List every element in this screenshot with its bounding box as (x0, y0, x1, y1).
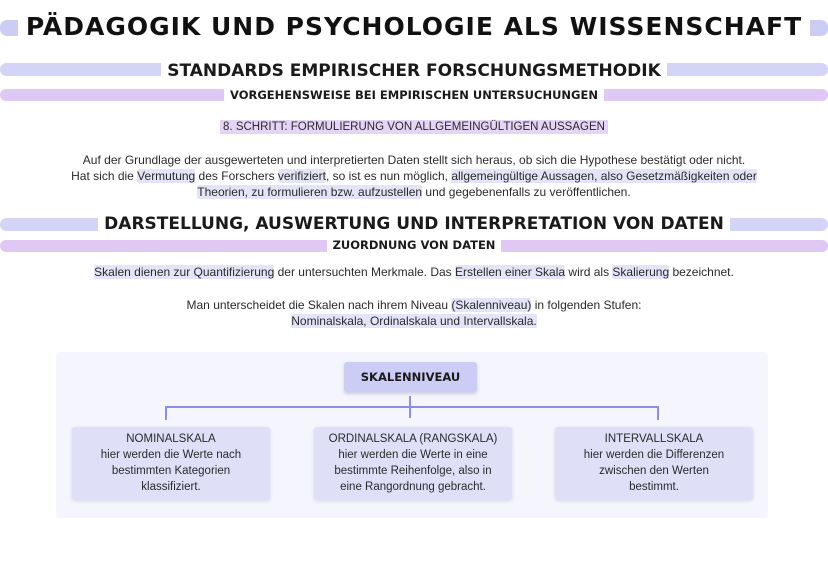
paragraph-line: Hat sich die Vermutung des Forschers verifiziert, so ist es nun möglich, allgemeingültige Aussagen, also Gesetzmäßigkeiten oder (71, 169, 757, 183)
node-text: zwischen den Werten (599, 465, 709, 477)
diagram-node-interval (555, 427, 753, 500)
step-heading: 8. SCHRITT: FORMULIERUNG VON ALLGEMEINGÜLTIGEN AUSSAGEN (0, 120, 828, 134)
paragraph-line: Theorien, zu formulieren bzw. aufzustellen und gegebenenfalls zu veröffentlichen. (197, 185, 631, 199)
node-text: hier werden die Werte nach (100, 449, 242, 461)
node-text: bestimmt. (629, 481, 679, 493)
paragraph-hypothesis (20, 152, 808, 200)
node-text: hier werden die Differenzen (583, 449, 725, 461)
node-title: NOMINALSKALA (126, 433, 216, 445)
paragraph-levels (20, 297, 808, 329)
node-text: hier werden die Werte in eine (338, 449, 488, 461)
page-title: PÄDAGOGIK UND PSYCHOLOGIE ALS WISSENSCHAFT (0, 10, 828, 44)
diagram-root-node: SKALENNIVEAU (344, 362, 477, 392)
node-text: klassifiziert. (141, 481, 201, 493)
paragraph-line: Auf der Grundlage der ausgewerteten und interpretierten Daten stellt sich heraus, ob sich die Hypothese bestätigt oder nicht. (82, 153, 746, 167)
section-heading-standards: STANDARDS EMPIRISCHER FORSCHUNGSMETHODIK (0, 60, 828, 82)
node-title: ORDINALSKALA (RANGSKALA) (328, 433, 498, 445)
diagram-node-ordinal (314, 427, 512, 500)
paragraph-line: Man unterscheidet die Skalen nach ihrem Niveau (Skalenniveau) in folgenden Stufen: (186, 298, 642, 312)
paragraph-scales: Skalen dienen zur Quantifizierung der untersuchten Merkmale. Das Erstellen einer Skala wird als Skalierung bezeichnet. (94, 265, 734, 279)
paragraph-line: Nominalskala, Ordinalskala und Intervallskala. (291, 314, 537, 328)
node-title: INTERVALLSKALA (604, 433, 704, 445)
node-text: eine Rangordnung gebracht. (340, 481, 486, 493)
section-subheading-assignment: ZUORDNUNG VON DATEN (0, 238, 828, 252)
connector-horizontal (165, 406, 659, 408)
section-heading-data: DARSTELLUNG, AUSWERTUNG UND INTERPRETATION VON DATEN (0, 213, 828, 235)
node-text: bestimmten Kategorien (111, 465, 231, 477)
scale-level-diagram (56, 352, 768, 518)
section-subheading-procedure: VORGEHENSWEISE BEI EMPIRISCHEN UNTERSUCHUNGEN (0, 88, 828, 102)
node-text: bestimmte Reihenfolge, also in (334, 465, 492, 477)
connector-right (657, 406, 659, 420)
diagram-node-nominal (72, 427, 270, 500)
connector-left (165, 406, 167, 420)
